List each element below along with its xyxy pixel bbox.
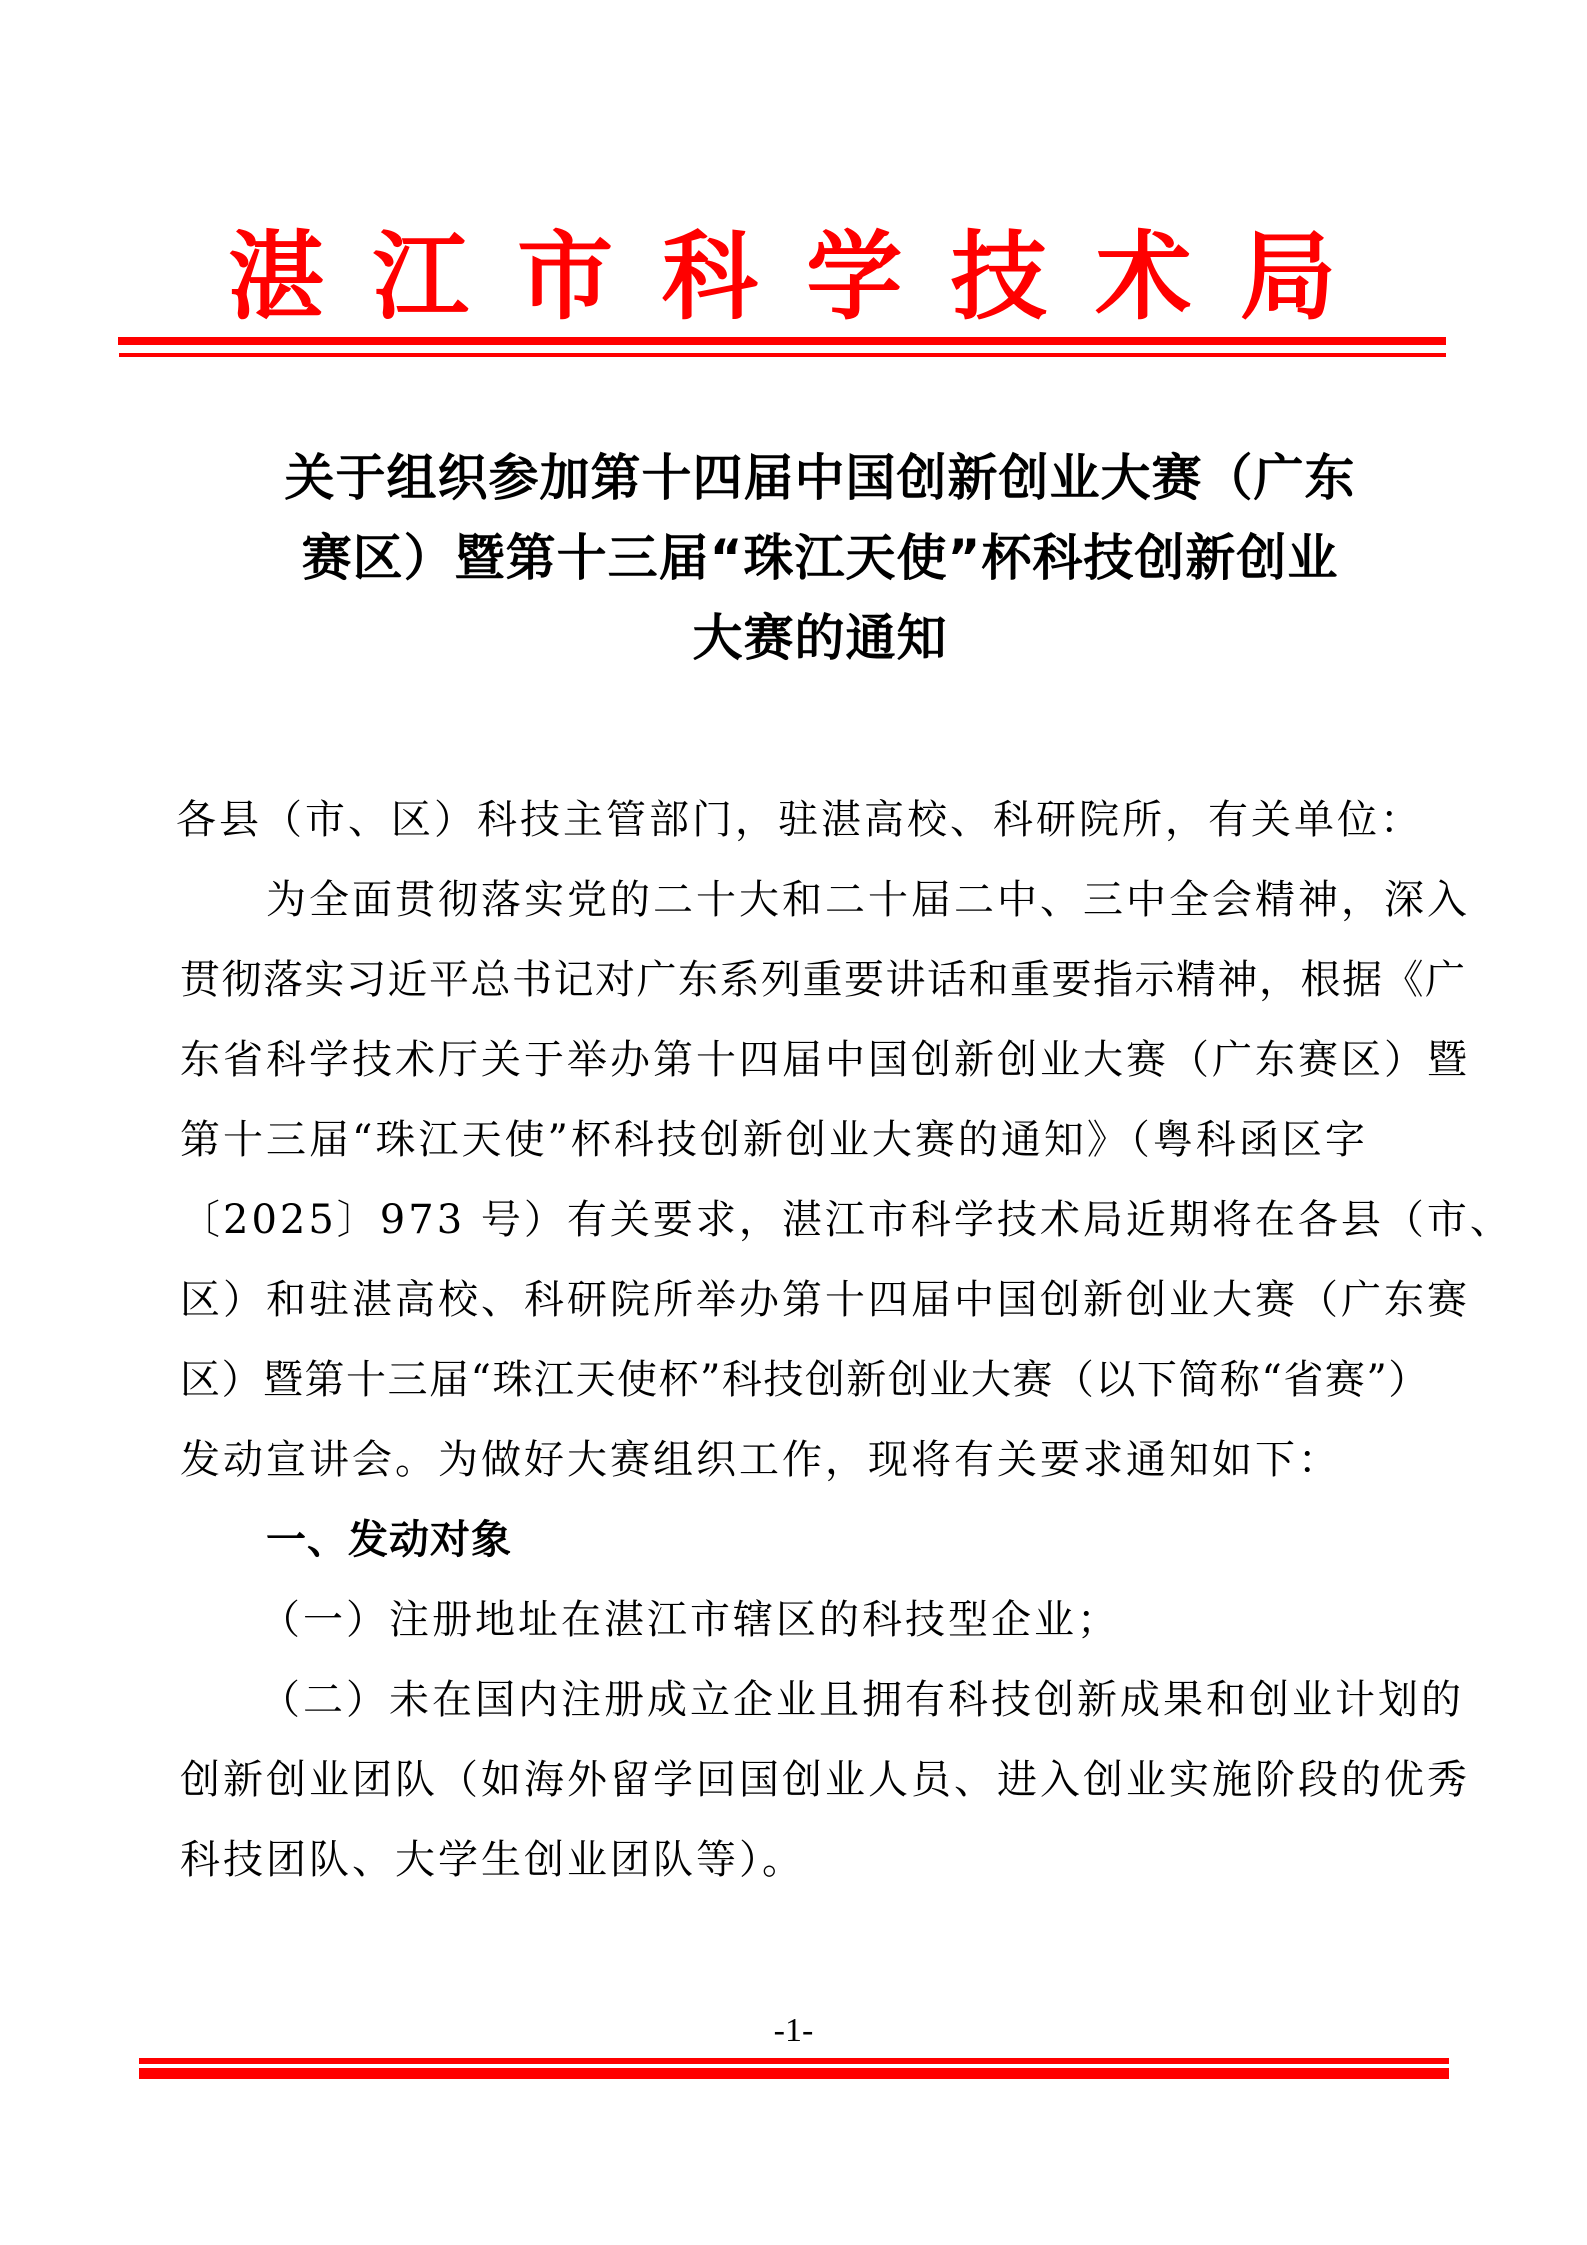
paragraph-line: 东省科学技术厅关于举办第十四届中国创新创业大赛（广东赛区）暨 xyxy=(180,1037,1470,1083)
footer-rule-thick xyxy=(139,2068,1449,2079)
masthead-char: 局 xyxy=(1239,220,1336,333)
masthead-title xyxy=(118,222,1446,332)
paragraph-line: 〔2025〕973 号）有关要求，湛江市科学技术局近期将在各县（市、 xyxy=(180,1197,1513,1243)
salutation: 各县（市、区）科技主管部门，驻湛高校、科研院所，有关单位： xyxy=(176,797,1423,843)
masthead-char: 湛 xyxy=(228,220,324,333)
paragraph-line: 发动宣讲会。为做好大赛组织工作，现将有关要求通知如下： xyxy=(180,1437,1341,1483)
section-heading: 一、发动对象 xyxy=(266,1517,512,1563)
paragraph-line: 第十三届“珠江天使”杯科技创新创业大赛的通知》（粤科函区字 xyxy=(180,1117,1368,1163)
masthead-char: 江 xyxy=(372,220,469,333)
masthead-char: 学 xyxy=(806,220,903,333)
masthead-char: 科 xyxy=(661,220,758,333)
list-item: （一）注册地址在湛江市辖区的科技型企业； xyxy=(260,1597,1120,1643)
masthead-char: 术 xyxy=(1095,220,1192,333)
title-line: 关于组织参加第十四届中国创新创业大赛（广东 xyxy=(284,449,1356,507)
list-item-continuation: 科技团队、大学生创业团队等）。 xyxy=(180,1837,805,1883)
paragraph-line: 区）暨第十三届“珠江天使杯”科技创新创业大赛（以下简称“省赛”） xyxy=(180,1357,1430,1403)
masthead-char: 技 xyxy=(950,220,1047,333)
title-line: 赛区）暨第十三届“珠江天使”杯科技创新创业 xyxy=(301,529,1339,587)
title-line: 大赛的通知 xyxy=(692,609,948,667)
document-title xyxy=(170,438,1470,678)
paragraph-line: 贯彻落实习近平总书记对广东系列重要讲话和重要指示精神，根据《广 xyxy=(180,957,1467,1003)
paragraph-line: 区）和驻湛高校、科研院所举办第十四届中国创新创业大赛（广东赛 xyxy=(180,1277,1470,1323)
list-item-continuation: 创新创业团队（如海外留学回国创业人员、进入创业实施阶段的优秀 xyxy=(180,1757,1470,1803)
masthead-rule-thick xyxy=(118,337,1446,345)
masthead-char: 市 xyxy=(517,220,614,333)
list-item: （二）未在国内注册成立企业且拥有科技创新成果和创业计划的 xyxy=(260,1677,1464,1723)
page-number: -1- xyxy=(773,2012,814,2049)
masthead-rule-thin xyxy=(119,353,1446,357)
document-body xyxy=(176,780,1513,1900)
paragraph-line: 为全面贯彻落实党的二十大和二十届二中、三中全会精神，深入 xyxy=(266,877,1470,923)
footer-rule-thin xyxy=(139,2058,1449,2064)
